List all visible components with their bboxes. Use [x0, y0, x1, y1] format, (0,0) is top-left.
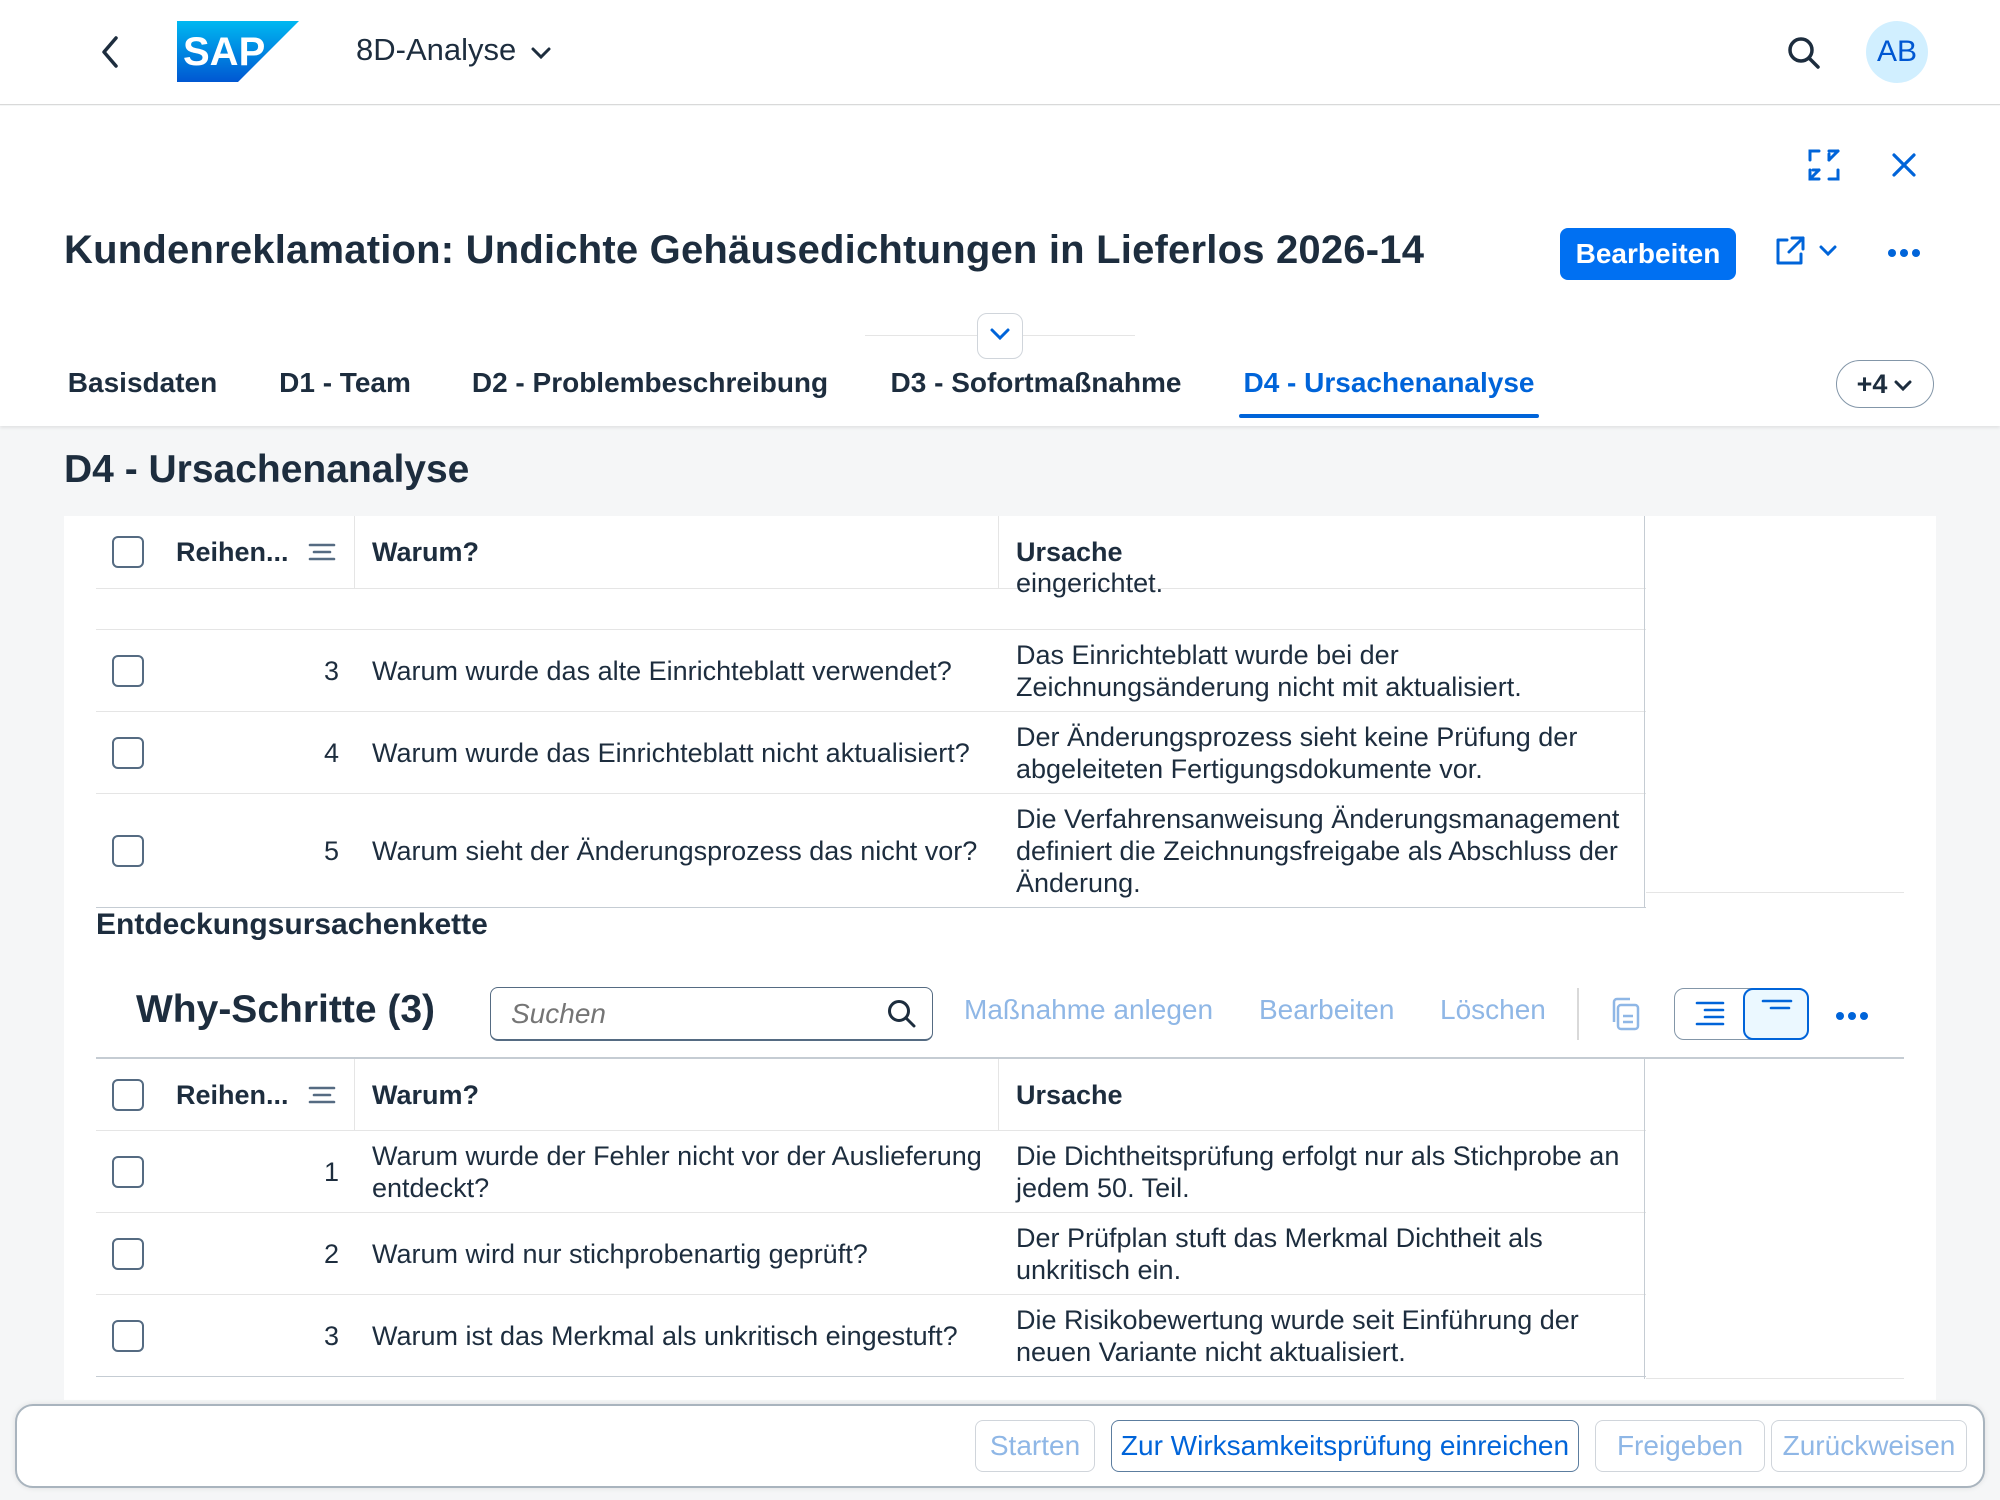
column-header-cause[interactable]: Ursache [1016, 1079, 1123, 1110]
search-icon[interactable] [886, 998, 918, 1035]
chevron-down-icon [1818, 244, 1838, 263]
close-icon[interactable] [1885, 146, 1923, 184]
sort-icon[interactable] [308, 516, 336, 588]
tab-d4-ursachenanalyse[interactable]: D4 - Ursachenanalyse [1239, 348, 1539, 418]
search-input[interactable] [511, 996, 861, 1032]
tab-bar [0, 348, 2000, 418]
chevron-down-icon [530, 32, 552, 68]
row-cause: Die Risikobewertung wurde seit Einführung der neuen Variante nicht aktualisiert. [1016, 1304, 1579, 1367]
condensed-view-toggle[interactable] [1743, 988, 1809, 1040]
row-cause: Das Einrichteblatt wurde bei der Zeichnungsänderung nicht mit aktualisiert. [1016, 639, 1522, 702]
subsection-title: Entdeckungsursachenkette [96, 908, 488, 941]
column-divider [998, 1059, 999, 1131]
edit-row-button[interactable]: Bearbeiten [1259, 994, 1395, 1025]
tab-d2-problembeschreibung[interactable]: D2 - Problembeschreibung [471, 367, 829, 398]
column-divider [354, 516, 355, 588]
overflow-icon[interactable] [1835, 1008, 1869, 1026]
table-title: Why-Schritte (3) [136, 988, 436, 1031]
row-checkbox[interactable] [112, 1238, 144, 1270]
start-button[interactable]: Starten [975, 1420, 1095, 1472]
row-checkbox[interactable] [112, 737, 144, 769]
row-order: 3 [323, 1320, 339, 1351]
table-row[interactable] [96, 1295, 1646, 1377]
reject-button[interactable]: Zurückweisen [1771, 1420, 1967, 1472]
footer-toolbar [15, 1404, 1985, 1488]
exit-fullscreen-icon[interactable] [1805, 146, 1843, 184]
delete-button[interactable]: Löschen [1440, 994, 1546, 1025]
column-header-cause[interactable]: Ursache [1016, 537, 1123, 567]
svg-text:SAP: SAP [183, 30, 266, 74]
search-field[interactable] [490, 987, 933, 1041]
section-title: D4 - Ursachenanalyse [64, 448, 470, 491]
share-menu-button[interactable] [1765, 234, 1845, 272]
row-why: Warum sieht der Änderungsprozess das nicht vor? [372, 835, 978, 866]
release-button[interactable]: Freigeben [1595, 1420, 1765, 1472]
app-title-menu[interactable] [356, 32, 552, 68]
column-header-order[interactable]: Reihen... [176, 537, 289, 567]
submit-effectiveness-button[interactable]: Zur Wirksamkeitsprüfung einreichen [1111, 1420, 1579, 1472]
indent-icon[interactable] [1695, 1000, 1725, 1033]
why-steps-table [96, 1059, 1646, 1379]
row-checkbox[interactable] [112, 835, 144, 867]
row-why: Warum wurde das Einrichteblatt nicht aktualisiert? [372, 737, 970, 768]
create-action-button[interactable]: Maßnahme anlegen [964, 994, 1214, 1025]
row-order: 5 [323, 835, 339, 866]
row-order: 2 [323, 1238, 339, 1269]
table-row[interactable] [96, 794, 1646, 908]
chevron-down-icon [1893, 369, 1913, 400]
back-icon[interactable] [92, 34, 128, 70]
column-divider [998, 516, 999, 588]
row-order: 1 [323, 1156, 339, 1187]
table-row-partial [96, 568, 1646, 630]
column-divider [1644, 1059, 1645, 1379]
root-cause-table [96, 516, 1646, 898]
shell-bar [0, 0, 2000, 105]
tab-d1-team[interactable]: D1 - Team [279, 367, 411, 398]
search-icon[interactable] [1785, 34, 1823, 72]
toolbar-separator [1577, 988, 1579, 1040]
view-toggle[interactable] [1674, 988, 1808, 1040]
table-header-row [96, 1059, 1646, 1131]
app-title: 8D-Analyse [356, 32, 517, 67]
table-row[interactable] [96, 1213, 1646, 1295]
column-divider [354, 1059, 355, 1131]
row-checkbox[interactable] [112, 1320, 144, 1352]
table-divider [1646, 1378, 1904, 1379]
sort-icon[interactable] [308, 1059, 336, 1130]
more-tabs-button[interactable] [1836, 360, 1934, 408]
chevron-down-icon [989, 327, 1011, 346]
row-cause: Die Verfahrensanweisung Änderungsmanagement definiert die Zeichnungsfreigabe als Abschluss der Änderung. [1016, 803, 1620, 898]
row-cause: Der Prüfplan stuft das Merkmal Dichtheit als unkritisch ein. [1016, 1222, 1543, 1285]
row-checkbox[interactable] [112, 655, 144, 687]
copy-icon[interactable] [1608, 996, 1644, 1037]
more-tabs-count: +4 [1856, 368, 1888, 399]
column-header-order[interactable]: Reihen... [176, 1079, 289, 1110]
partial-cause-text: eingerichtet. [1016, 568, 1164, 598]
row-order: 3 [323, 655, 339, 686]
row-why: Warum ist das Merkmal als unkritisch eingestuft? [372, 1320, 958, 1351]
table-row[interactable] [96, 1131, 1646, 1213]
table-row[interactable] [96, 630, 1646, 712]
overflow-icon[interactable] [1885, 234, 1923, 272]
tab-d3-sofortmassnahme[interactable]: D3 - Sofortmaßnahme [890, 367, 1182, 398]
row-why: Warum wurde der Fehler nicht vor der Auslieferung entdeckt? [372, 1140, 982, 1203]
row-why: Warum wurde das alte Einrichteblatt verwendet? [372, 655, 952, 686]
row-checkbox[interactable] [112, 1156, 144, 1188]
row-cause: Der Änderungsprozess sieht keine Prüfung der abgeleiteten Fertigungsdokumente vor. [1016, 721, 1578, 784]
row-cause: Die Dichtheitsprüfung erfolgt nur als Stichprobe an jedem 50. Teil. [1016, 1140, 1620, 1203]
share-icon [1772, 233, 1808, 274]
table-row[interactable] [96, 712, 1646, 794]
column-header-why[interactable]: Warum? [372, 537, 479, 567]
row-why: Warum wird nur stichprobenartig geprüft? [372, 1238, 868, 1269]
tab-basisdaten[interactable]: Basisdaten [67, 367, 218, 398]
sap-logo[interactable] [177, 21, 299, 82]
page-title: Kundenreklamation: Undichte Gehäusedichtungen in Lieferlos 2026-14 [64, 228, 1425, 272]
table-divider [1646, 892, 1904, 893]
select-all-checkbox[interactable] [112, 536, 144, 568]
column-divider [1644, 516, 1645, 908]
row-order: 4 [323, 737, 339, 768]
column-header-why[interactable]: Warum? [372, 1079, 479, 1110]
avatar[interactable]: AB [1866, 21, 1928, 83]
select-all-checkbox[interactable] [112, 1079, 144, 1111]
edit-button[interactable]: Bearbeiten [1560, 228, 1736, 280]
